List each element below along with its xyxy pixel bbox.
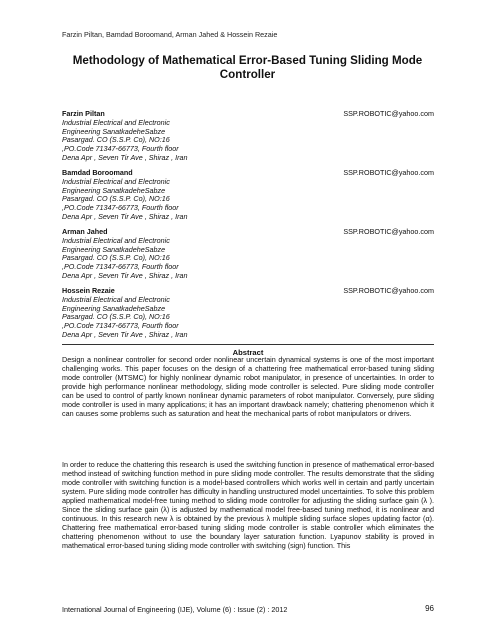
author-block xyxy=(62,228,434,281)
author-affiliation-line: Dena Apr , Seven Tir Ave , Shiraz , Iran xyxy=(62,211,188,221)
author-affiliation-line: ,PO.Code 71347-66773, Fourth floor xyxy=(62,203,179,213)
author-email[interactable]: SSP.ROBOTIC@yahoo.com xyxy=(343,109,434,118)
author-email[interactable]: SSP.ROBOTIC@yahoo.com xyxy=(343,168,434,177)
abstract-paragraph: In order to reduce the chattering this research is used the switching function in presence of mathematical error-based method instead of switching function method in pure sliding mode controller. The results demonstrate that the sliding mode controller with switching function is a model-based controllers which works well in certain and partly uncertain system. Pure sliding mode controller has difficulty in handling unstructured model uncertainties. To solve this problem applied mathematical model-free tuning method to sliding mode controller for adjusting the sliding surface gain (λ ). Since the sliding surface gain (λ) is adjusted by mathematical model free-based tuning method, it is nonlinear and continuous. In this research new λ is obtained by the previous λ multiple sliding surface slopes updating factor (α). Chattering free mathematical error-based tuning sliding mode controller is stable controller which eliminates the chattering phenomenon without to use the boundary layer saturation function. Lyapunov stability is proved in mathematical error-based tuning sliding mode controller with switching (sign) function. This xyxy=(62,460,434,550)
page-number: 96 xyxy=(425,604,434,613)
author-affiliation-line: Engineering SanatkadeheSabze xyxy=(62,126,166,136)
running-head: Farzin Piltan, Bamdad Boroomand, Arman Jahed & Hossein Rezaie xyxy=(62,30,278,39)
author-email[interactable]: SSP.ROBOTIC@yahoo.com xyxy=(343,227,434,236)
journal-citation: International Journal of Engineering (IJE), Volume (6) : Issue (2) : 2012 xyxy=(62,605,288,614)
author-affiliation-line: Industrial Electrical and Electronic xyxy=(62,176,170,186)
author-affiliation-line: Engineering SanatkadeheSabze xyxy=(62,244,166,254)
title-line-2: Controller xyxy=(219,68,276,81)
page-footer xyxy=(62,605,434,614)
abstract-paragraph: Design a nonlinear controller for second order nonlinear uncertain dynamical systems is one of the most important challenging works. This paper focuses on the design of a chattering free mathematical error-based tuning sliding mode controller (MTSMC) for highly nonlinear dynamic robot manipulator, in presence of uncertainties. In order to provide high performance nonlinear methodology, sliding mode controller is selected. Pure sliding mode controller can be used to control of partly known nonlinear dynamic parameters of robot manipulator. Conversely, pure sliding mode controller is used in many applications; it has an important drawback namely; chattering phenomenon which it can causes some problems such as saturation and heat the mechanical parts of robot manipulators or drivers. xyxy=(62,355,434,418)
author-affiliation-line: Industrial Electrical and Electronic xyxy=(62,117,170,127)
author-affiliation-line: ,PO.Code 71347-66773, Fourth floor xyxy=(62,262,179,272)
author-affiliation-line: Engineering SanatkadeheSabze xyxy=(62,185,166,195)
author-affiliation-line: ,PO.Code 71347-66773, Fourth floor xyxy=(62,321,179,331)
section-divider xyxy=(62,344,434,345)
abstract-heading: Abstract xyxy=(232,348,264,357)
title-line-1: Methodology of Mathematical Error-Based Tuning Sliding Mode xyxy=(72,54,423,67)
author-name: Bamdad Boroomand xyxy=(62,168,133,177)
author-affiliation-line: Dena Apr , Seven Tir Ave , Shiraz , Iran xyxy=(62,152,188,162)
author-name: Arman Jahed xyxy=(62,227,108,236)
author-affiliation-line: Pasargad. CO (S.S.P. Co), NO:16 xyxy=(62,135,170,145)
author-affiliation-line: Pasargad. CO (S.S.P. Co), NO:16 xyxy=(62,253,170,263)
author-affiliation-line: Dena Apr , Seven Tir Ave , Shiraz , Iran xyxy=(62,329,188,339)
author-block xyxy=(62,287,434,340)
author-email[interactable]: SSP.ROBOTIC@yahoo.com xyxy=(343,286,434,295)
author-affiliation-line: Industrial Electrical and Electronic xyxy=(62,294,170,304)
author-name: Farzin Piltan xyxy=(62,109,105,118)
author-name: Hossein Rezaie xyxy=(62,286,115,295)
author-affiliation-line: ,PO.Code 71347-66773, Fourth floor xyxy=(62,144,179,154)
paper-title xyxy=(40,54,455,82)
author-block xyxy=(62,110,434,163)
author-affiliation-line: Pasargad. CO (S.S.P. Co), NO:16 xyxy=(62,312,170,322)
author-affiliation-line: Engineering SanatkadeheSabze xyxy=(62,303,166,313)
author-affiliation-line: Dena Apr , Seven Tir Ave , Shiraz , Iran xyxy=(62,270,188,280)
author-block xyxy=(62,169,434,222)
author-affiliation-line: Pasargad. CO (S.S.P. Co), NO:16 xyxy=(62,194,170,204)
author-affiliation-line: Industrial Electrical and Electronic xyxy=(62,235,170,245)
